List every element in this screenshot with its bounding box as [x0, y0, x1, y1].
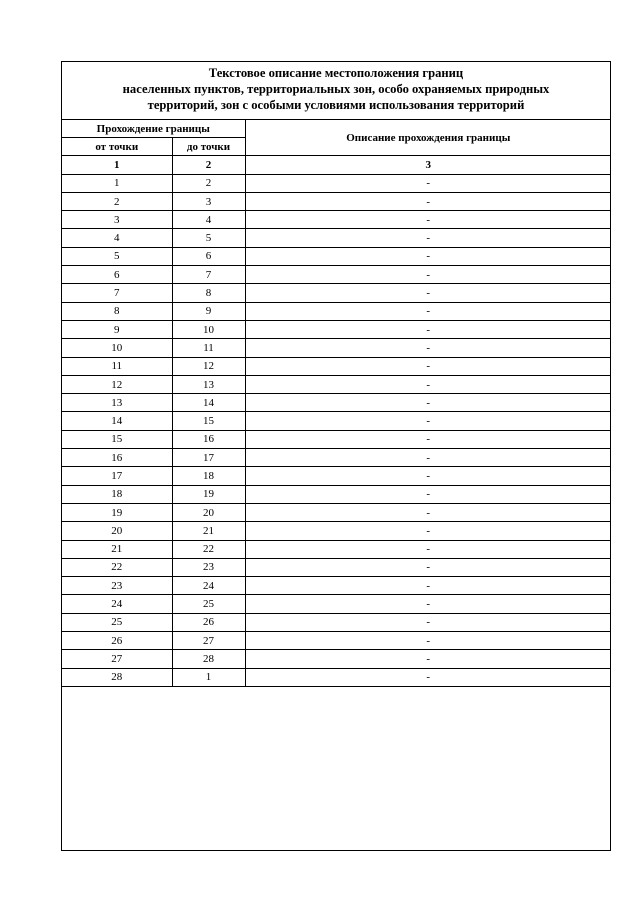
- cell-from-point: 17: [62, 467, 172, 485]
- table-row: [62, 357, 611, 375]
- table-row: [62, 174, 611, 192]
- table-row: [62, 375, 611, 393]
- cell-to-point: 6: [172, 247, 245, 265]
- cell-description: -: [245, 394, 611, 412]
- column-number-2: 2: [172, 156, 245, 174]
- table-row: [62, 394, 611, 412]
- cell-description: -: [245, 412, 611, 430]
- cell-to-point: 15: [172, 412, 245, 430]
- cell-to-point: 20: [172, 503, 245, 521]
- cell-description: -: [245, 613, 611, 631]
- cell-description: -: [245, 668, 611, 686]
- table-row: [62, 650, 611, 668]
- cell-to-point: 28: [172, 650, 245, 668]
- cell-description: -: [245, 467, 611, 485]
- boundary-table: [62, 120, 611, 687]
- cell-description: -: [245, 577, 611, 595]
- cell-from-point: 11: [62, 357, 172, 375]
- cell-from-point: 3: [62, 211, 172, 229]
- cell-to-point: 24: [172, 577, 245, 595]
- table-row: [62, 558, 611, 576]
- column-number-1: 1: [62, 156, 172, 174]
- title-line-3: территорий, зон с особыми условиями использования территорий: [147, 98, 525, 112]
- title-line-2: населенных пунктов, территориальных зон, особо охраняемых природных: [122, 82, 550, 96]
- table-row: [62, 668, 611, 686]
- table-row: [62, 577, 611, 595]
- table-row: [62, 192, 611, 210]
- table-row: [62, 595, 611, 613]
- cell-from-point: 6: [62, 266, 172, 284]
- cell-description: -: [245, 522, 611, 540]
- cell-to-point: 12: [172, 357, 245, 375]
- cell-to-point: 16: [172, 430, 245, 448]
- cell-description: -: [245, 430, 611, 448]
- cell-from-point: 20: [62, 522, 172, 540]
- header-to: до точки: [172, 138, 245, 156]
- cell-description: -: [245, 266, 611, 284]
- table-row: [62, 485, 611, 503]
- cell-to-point: 19: [172, 485, 245, 503]
- cell-description: -: [245, 339, 611, 357]
- cell-from-point: 18: [62, 485, 172, 503]
- table-row: [62, 522, 611, 540]
- cell-to-point: 21: [172, 522, 245, 540]
- table-row: [62, 302, 611, 320]
- cell-from-point: 19: [62, 503, 172, 521]
- cell-description: -: [245, 595, 611, 613]
- cell-description: -: [245, 503, 611, 521]
- cell-from-point: 26: [62, 632, 172, 650]
- cell-description: -: [245, 174, 611, 192]
- table-row: [62, 412, 611, 430]
- cell-to-point: 5: [172, 229, 245, 247]
- cell-description: -: [245, 650, 611, 668]
- table-row: [62, 467, 611, 485]
- cell-to-point: 7: [172, 266, 245, 284]
- cell-from-point: 27: [62, 650, 172, 668]
- table-row: [62, 503, 611, 521]
- table-row: [62, 229, 611, 247]
- cell-to-point: 2: [172, 174, 245, 192]
- cell-from-point: 5: [62, 247, 172, 265]
- cell-from-point: 4: [62, 229, 172, 247]
- table-row: [62, 613, 611, 631]
- cell-to-point: 23: [172, 558, 245, 576]
- table-row: [62, 540, 611, 558]
- document-frame: [61, 61, 611, 851]
- cell-to-point: 17: [172, 449, 245, 467]
- cell-from-point: 25: [62, 613, 172, 631]
- table-row: [62, 632, 611, 650]
- cell-to-point: 14: [172, 394, 245, 412]
- cell-from-point: 14: [62, 412, 172, 430]
- cell-to-point: 22: [172, 540, 245, 558]
- cell-to-point: 10: [172, 320, 245, 338]
- table-row: [62, 430, 611, 448]
- document-title: [62, 62, 610, 120]
- cell-to-point: 9: [172, 302, 245, 320]
- cell-from-point: 1: [62, 174, 172, 192]
- cell-description: -: [245, 192, 611, 210]
- cell-to-point: 25: [172, 595, 245, 613]
- cell-description: -: [245, 632, 611, 650]
- table-row: [62, 266, 611, 284]
- cell-description: -: [245, 485, 611, 503]
- cell-from-point: 22: [62, 558, 172, 576]
- cell-description: -: [245, 302, 611, 320]
- cell-description: -: [245, 229, 611, 247]
- cell-description: -: [245, 211, 611, 229]
- title-line-1: Текстовое описание местоположения границ: [208, 66, 464, 80]
- table-row: [62, 211, 611, 229]
- cell-to-point: 11: [172, 339, 245, 357]
- cell-description: -: [245, 357, 611, 375]
- table-row: [62, 339, 611, 357]
- cell-to-point: 18: [172, 467, 245, 485]
- cell-description: -: [245, 247, 611, 265]
- table-row: [62, 449, 611, 467]
- cell-to-point: 3: [172, 192, 245, 210]
- cell-description: -: [245, 284, 611, 302]
- cell-from-point: 24: [62, 595, 172, 613]
- cell-from-point: 23: [62, 577, 172, 595]
- table-row: [62, 247, 611, 265]
- cell-to-point: 4: [172, 211, 245, 229]
- cell-from-point: 8: [62, 302, 172, 320]
- header-description: Описание прохождения границы: [245, 120, 611, 156]
- cell-description: -: [245, 320, 611, 338]
- cell-description: -: [245, 558, 611, 576]
- table-row: [62, 320, 611, 338]
- column-number-row: [62, 156, 611, 174]
- table-row: [62, 284, 611, 302]
- cell-to-point: 13: [172, 375, 245, 393]
- cell-from-point: 13: [62, 394, 172, 412]
- cell-from-point: 2: [62, 192, 172, 210]
- header-passage: Прохождение границы: [62, 120, 245, 138]
- header-from: от точки: [62, 138, 172, 156]
- cell-from-point: 15: [62, 430, 172, 448]
- cell-to-point: 26: [172, 613, 245, 631]
- cell-from-point: 21: [62, 540, 172, 558]
- cell-to-point: 8: [172, 284, 245, 302]
- cell-from-point: 7: [62, 284, 172, 302]
- cell-from-point: 12: [62, 375, 172, 393]
- header-row-1: [62, 120, 611, 138]
- cell-to-point: 27: [172, 632, 245, 650]
- cell-description: -: [245, 449, 611, 467]
- cell-from-point: 10: [62, 339, 172, 357]
- cell-from-point: 9: [62, 320, 172, 338]
- cell-from-point: 28: [62, 668, 172, 686]
- cell-description: -: [245, 540, 611, 558]
- cell-from-point: 16: [62, 449, 172, 467]
- column-number-3: 3: [245, 156, 611, 174]
- cell-description: -: [245, 375, 611, 393]
- cell-to-point: 1: [172, 668, 245, 686]
